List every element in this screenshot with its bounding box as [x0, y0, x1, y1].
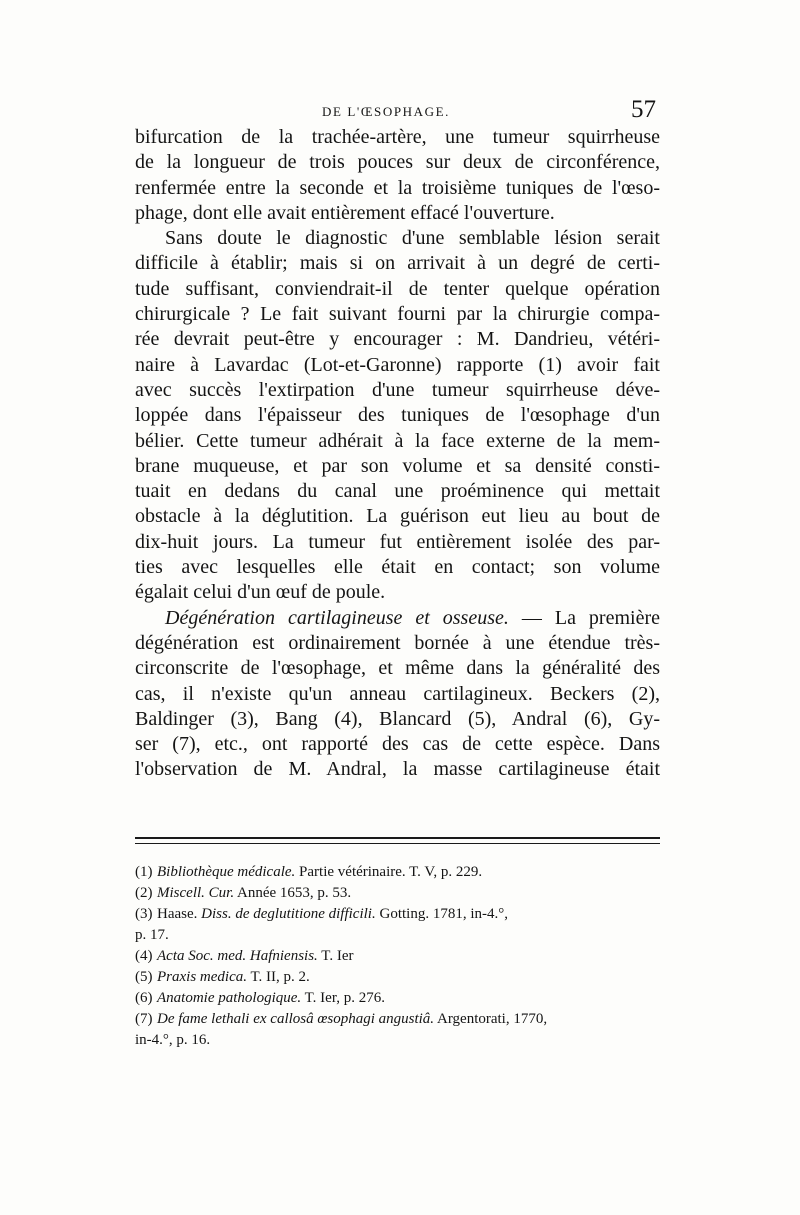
footnote-number: (6) — [135, 990, 153, 1006]
footnote-title: Bibliothèque médicale. — [157, 864, 296, 880]
footnotes — [135, 862, 660, 1051]
footnote — [135, 946, 660, 967]
footnote — [135, 904, 660, 925]
body-line: dégénération est ordinairement bornée à une étendue très- — [135, 631, 660, 654]
body-line: naire à Lavardac (Lot-et-Garonne) rapporte (1) avoir fait — [135, 353, 660, 376]
footnote-text: T. Ier — [317, 948, 354, 964]
footnote-continuation — [135, 1030, 660, 1051]
section-lead-line — [135, 606, 660, 631]
footnote — [135, 988, 660, 1009]
footnote — [135, 967, 660, 988]
footnote-continuation — [135, 925, 660, 946]
section-heading: Dégénération cartilagineuse et osseuse. — [165, 606, 509, 629]
footnote-number: (2) — [135, 885, 153, 901]
footnote-text: Partie vétérinaire. T. V, p. 229. — [295, 864, 483, 880]
separator-rule — [135, 843, 660, 844]
footnote — [135, 883, 660, 904]
body-line: rée devrait peut-être y encourager : M. Dandrieu, vétéri- — [135, 328, 660, 351]
footnote-separator — [135, 837, 660, 848]
body-line: dix-huit jours. La tumeur fut entièrement isolée des par- — [135, 530, 660, 553]
footnote-text: p. 17. — [135, 927, 169, 943]
body-line: bélier. Cette tumeur adhérait à la face externe de la mem- — [135, 429, 660, 452]
body-line: renfermée entre la seconde et la troisième tuniques de l'œso- — [135, 176, 660, 199]
body-line: Baldinger (3), Bang (4), Blancard (5), Andral (6), Gy- — [135, 707, 660, 730]
body-line: chirurgicale ? Le fait suivant fourni par la chirurgie compa- — [135, 303, 660, 326]
body-line: égalait celui d'un œuf de poule. — [135, 581, 386, 604]
body-line: tude suffisant, conviendrait-il de tenter quelque opération — [135, 277, 660, 300]
body-line: circonscrite de l'œsophage, et même dans la généralité des — [135, 657, 660, 680]
footnote-title: Anatomie pathologique. — [157, 990, 302, 1006]
body-line: ser (7), etc., ont rapporté des cas de cette espèce. Dans — [135, 733, 660, 756]
footnote-number: (7) — [135, 1011, 153, 1027]
footnote-text: Année 1653, p. 53. — [234, 885, 352, 901]
running-head: DE L'ŒSOPHAGE. — [322, 104, 451, 119]
body-line: ties avec lesquelles elle était en contact; son volume — [135, 556, 660, 579]
body-line: obstacle à la déglutition. La guérison eut lieu au bout de — [135, 505, 660, 528]
body-line: l'observation de M. Andral, la masse cartilagineuse était — [135, 758, 660, 781]
body-line: avec succès l'extirpation d'une tumeur squirrheuse déve- — [135, 378, 660, 401]
footnote-text: T. II, p. 2. — [246, 969, 310, 985]
page-header — [135, 96, 660, 128]
body-line: brane muqueuse, et par son volume et sa densité consti- — [135, 454, 660, 477]
footnote-text: in-4.°, p. 16. — [135, 1032, 211, 1048]
body-line: loppée dans l'épaisseur des tuniques de l'œsophage d'un — [135, 404, 660, 427]
footnote-number: (3) — [135, 906, 153, 922]
footnote-text: T. Ier, p. 276. — [301, 990, 385, 1006]
body-line: phage, dont elle avait entièrement effacé l'ouverture. — [135, 201, 555, 224]
footnote — [135, 862, 660, 883]
body-line: de la longueur de trois pouces sur deux de circonférence, — [135, 151, 660, 174]
body-line: cas, il n'existe qu'un anneau cartilagineux. Beckers (2), — [135, 682, 660, 705]
footnote-number: (1) — [135, 864, 153, 880]
page-number: 57 — [631, 96, 656, 123]
footnote-title: Miscell. Cur. — [157, 885, 235, 901]
footnote-title: Acta Soc. med. Hafniensis. — [157, 948, 318, 964]
separator-rule — [135, 837, 660, 839]
footnote-text: Haase. — [157, 906, 202, 922]
body-line: difficile à établir; mais si on arrivait à un degré de certi- — [135, 252, 660, 275]
footnote-title: Praxis medica. — [157, 969, 247, 985]
footnote-text: Argentorati, 1770, — [434, 1011, 548, 1027]
footnote-title: De fame lethali ex callosâ œsophagi angustiâ. — [157, 1011, 435, 1027]
section-lead-rest: — La première — [508, 606, 660, 629]
body-line: tuait en dedans du canal une proéminence qui mettait — [135, 480, 660, 503]
footnote-text: Gotting. 1781, in-4.°, — [375, 906, 508, 922]
footnote — [135, 1009, 660, 1030]
footnote-title: Diss. de deglutitione difficili. — [201, 906, 376, 922]
body-line: Sans doute le diagnostic d'une semblable lésion serait — [165, 227, 660, 250]
footnote-number: (4) — [135, 948, 153, 964]
body-line: bifurcation de la trachée-artère, une tumeur squirrheuse — [135, 126, 660, 148]
footnote-number: (5) — [135, 969, 153, 985]
body-text — [135, 125, 660, 783]
